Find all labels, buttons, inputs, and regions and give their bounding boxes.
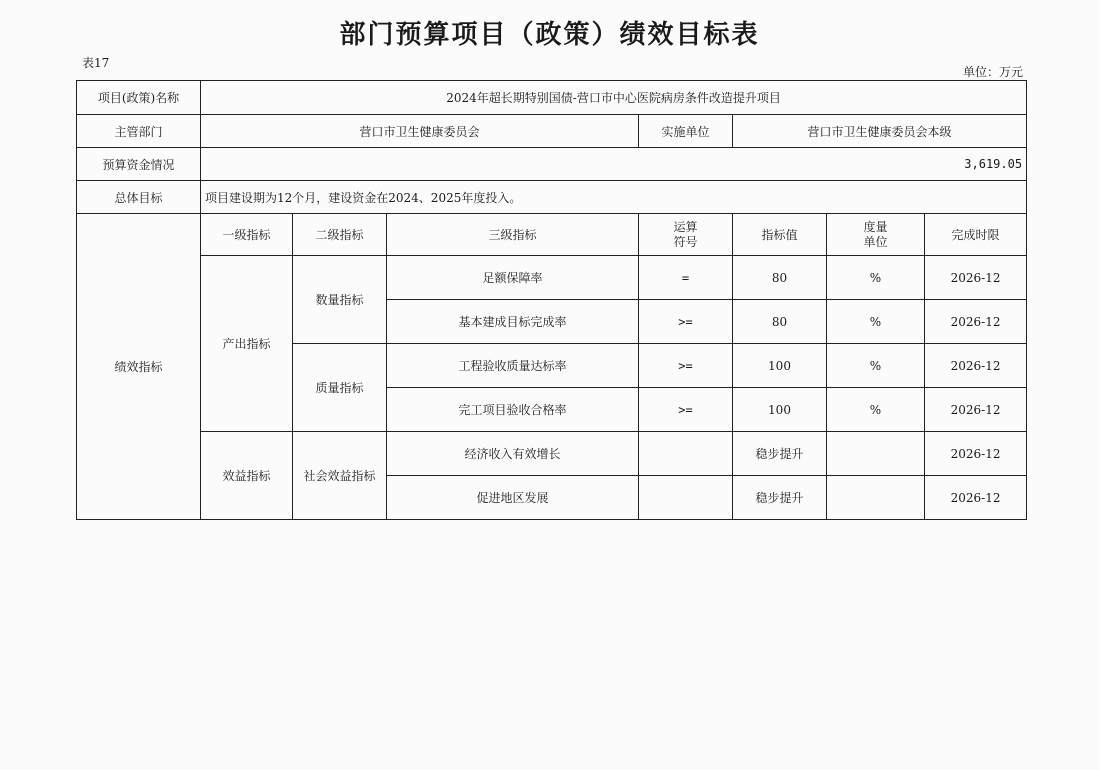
indicator-op bbox=[639, 476, 733, 520]
fund-value: 3,619.05 bbox=[201, 148, 1027, 181]
header-op-line2: 符号 bbox=[673, 234, 698, 249]
indicator-unit bbox=[827, 476, 925, 520]
header-unit-line2: 单位 bbox=[863, 234, 888, 249]
project-row bbox=[77, 81, 1027, 115]
dept-label: 主管部门 bbox=[77, 115, 201, 148]
table-number: 表17 bbox=[82, 56, 110, 70]
indicator-op: >= bbox=[639, 300, 733, 344]
project-label: 项目(政策)名称 bbox=[77, 81, 201, 115]
goal-row bbox=[77, 181, 1027, 214]
indicator-name: 工程验收质量达标率 bbox=[387, 344, 639, 388]
page-title: 部门预算项目（政策）绩效目标表 bbox=[339, 20, 760, 50]
indicator-time: 2026-12 bbox=[925, 388, 1027, 432]
impl-value: 营口市卫生健康委员会本级 bbox=[733, 115, 1027, 148]
header-op-line1: 运算 bbox=[673, 219, 698, 234]
header-unit bbox=[827, 214, 925, 256]
indicator-unit: % bbox=[827, 256, 925, 300]
header-time: 完成时限 bbox=[925, 214, 1027, 256]
indicator-name: 经济收入有效增长 bbox=[387, 432, 639, 476]
header-l2: 二级指标 bbox=[293, 214, 387, 256]
header-op bbox=[639, 214, 733, 256]
indicator-value: 80 bbox=[733, 300, 827, 344]
indicator-op: = bbox=[639, 256, 733, 300]
indicator-value: 100 bbox=[733, 344, 827, 388]
header-val: 指标值 bbox=[733, 214, 827, 256]
indicator-name: 基本建成目标完成率 bbox=[387, 300, 639, 344]
impl-label: 实施单位 bbox=[639, 115, 733, 148]
indicator-unit: % bbox=[827, 388, 925, 432]
indicator-unit: % bbox=[827, 344, 925, 388]
indicator-name: 促进地区发展 bbox=[387, 476, 639, 520]
group-quantity: 数量指标 bbox=[293, 256, 387, 344]
indicator-op bbox=[639, 432, 733, 476]
project-value: 2024年超长期特别国债-营口市中心医院病房条件改造提升项目 bbox=[201, 81, 1027, 115]
header-l1: 一级指标 bbox=[201, 214, 293, 256]
indicator-name: 足额保障率 bbox=[387, 256, 639, 300]
goal-value: 项目建设期为12个月，建设资金在2024、2025年度投入。 bbox=[201, 181, 1027, 214]
group-benefit: 效益指标 bbox=[201, 432, 293, 520]
indicator-value: 100 bbox=[733, 388, 827, 432]
performance-table bbox=[76, 80, 1027, 520]
dept-row bbox=[77, 115, 1027, 148]
indicator-value: 稳步提升 bbox=[733, 432, 827, 476]
indicator-value: 稳步提升 bbox=[733, 476, 827, 520]
indicator-time: 2026-12 bbox=[925, 432, 1027, 476]
indicator-time: 2026-12 bbox=[925, 344, 1027, 388]
fund-label: 预算资金情况 bbox=[77, 148, 201, 181]
header-l3: 三级指标 bbox=[387, 214, 639, 256]
indicator-time: 2026-12 bbox=[925, 476, 1027, 520]
fund-row bbox=[77, 148, 1027, 181]
header-unit-line1: 度量 bbox=[863, 219, 888, 234]
unit-label: 单位：万元 bbox=[962, 65, 1023, 79]
indicator-name: 完工项目验收合格率 bbox=[387, 388, 639, 432]
perf-label: 绩效指标 bbox=[77, 214, 201, 520]
indicator-unit: % bbox=[827, 300, 925, 344]
table-row bbox=[77, 256, 1027, 300]
indicator-time: 2026-12 bbox=[925, 300, 1027, 344]
dept-value: 营口市卫生健康委员会 bbox=[201, 115, 639, 148]
indicator-value: 80 bbox=[733, 256, 827, 300]
goal-label: 总体目标 bbox=[77, 181, 201, 214]
group-social: 社会效益指标 bbox=[293, 432, 387, 520]
indicator-time: 2026-12 bbox=[925, 256, 1027, 300]
perf-header-row bbox=[77, 214, 1027, 256]
indicator-unit bbox=[827, 432, 925, 476]
indicator-op: >= bbox=[639, 344, 733, 388]
group-output: 产出指标 bbox=[201, 256, 293, 432]
group-quality: 质量指标 bbox=[293, 344, 387, 432]
indicator-op: >= bbox=[639, 388, 733, 432]
table-row bbox=[77, 432, 1027, 476]
